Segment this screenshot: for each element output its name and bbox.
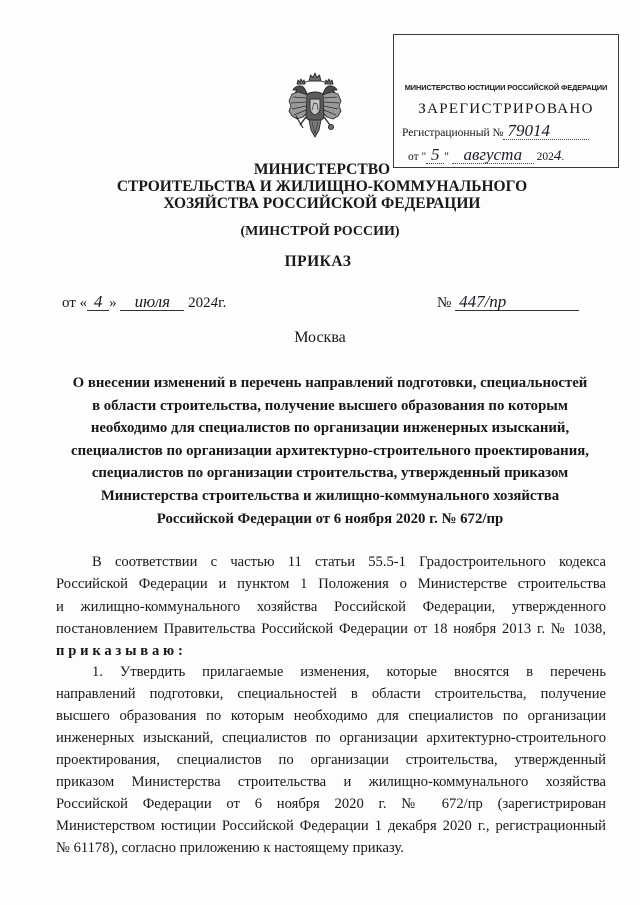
order-date-year-printed: 202 (188, 295, 211, 311)
ministry-short-name: (МИНСТРОЙ РОССИИ) (240, 224, 400, 239)
paragraph-line: Российской Федерации и пунктом 1 Положения о Министерстве строительства (56, 576, 606, 593)
stamp-date-year-handwritten: 4 (553, 148, 562, 164)
stamp-date-year-printed: 202 (536, 151, 554, 163)
order-number-label: № (437, 295, 452, 311)
double-headed-eagle-icon (288, 70, 342, 144)
coat-of-arms-emblem (288, 70, 342, 144)
clause-1-paragraph (56, 661, 606, 859)
paragraph-line: инженерных изысканий, специалистов по организации архитектурно-строительного (56, 730, 606, 746)
stamp-reg-label: Регистрационный № (402, 127, 504, 139)
ministry-line-3: ХОЗЯЙСТВА РОССИЙСКОЙ ФЕДЕРАЦИИ (163, 195, 481, 212)
title-line: специалистов по организации строительства, утвержденный приказом (91, 465, 569, 482)
order-date (62, 293, 282, 313)
title-line: в области строительства, получение высшего образования по которым (92, 397, 568, 414)
order-date-day: 4 (87, 294, 109, 311)
ministry-line-2: СТРОИТЕЛЬСТВА И ЖИЛИЩНО-КОММУНАЛЬНОГО (116, 178, 528, 195)
title-line: Российской Федерации от 6 ноября 2020 г. № 672/пр (156, 510, 504, 527)
title-line: О внесении изменений в перечень направлений подготовки, специальностей (72, 375, 588, 391)
stamp-date-month: августа (452, 147, 534, 164)
order-date-suffix: г. (218, 295, 227, 311)
stamp-registration-line (402, 123, 614, 143)
city: Москва (294, 329, 346, 346)
order-date-prefix: от « (62, 295, 88, 311)
paragraph-line: 1. Утвердить прилагаемые изменения, которые вносятся в перечень (92, 664, 606, 680)
stamp-authority: МИНИСТЕРСТВО ЮСТИЦИИ РОССИЙСКОЙ ФЕДЕРАЦИИ (404, 83, 608, 92)
order-number-value: 447/пр (455, 294, 579, 311)
title-line: Министерства строительства и жилищно-коммунального хозяйства (100, 487, 560, 504)
decree-word: приказываю: (56, 643, 187, 660)
paragraph-line: приказом Министерства строительства и жилищно-коммунального хозяйства (56, 774, 606, 790)
stamp-date-suffix: . (561, 151, 565, 163)
paragraph-line: В соответствии с частью 11 статьи 55.5-1 Градостроительного кодекса (92, 554, 606, 570)
order-date-day-close: » (109, 295, 117, 311)
order-title (20, 372, 640, 530)
stamp-reg-number: 79014 (503, 123, 589, 140)
stamp-date-day: 5 (426, 147, 444, 164)
paragraph-line: Российской Федерации от 6 ноября 2020 г. № 672/пр (зарегистрирован (56, 796, 606, 812)
stamp-date-prefix: от " (408, 151, 427, 163)
ministry-line-1: МИНИСТЕРСТВО (253, 161, 391, 178)
registration-stamp (393, 34, 619, 168)
paragraph-line: проектирования, специалистов по организации строительства, утвержденный (56, 752, 606, 768)
paragraph-line: и жилищно-коммунального хозяйства Российской Федерации, утвержденного (56, 598, 606, 615)
order-number (437, 293, 582, 313)
paragraph-line: постановлением Правительства Российской Федерации от 18 ноября 2013 г. № 1038, (56, 620, 606, 637)
paragraph-line: высшего образования по которым необходимо для специалистов по организации (56, 708, 606, 724)
title-line: специалистов по организации архитектурно-строительного проектирования, (71, 442, 589, 459)
title-line: необходимо для специалистов по организации инженерных изысканий, (90, 420, 570, 437)
paragraph-line: № 61178), согласно приложению к настоящему приказу. (56, 840, 404, 856)
order-date-month: июля (120, 294, 184, 311)
stamp-status: ЗАРЕГИСТРИРОВАНО (418, 101, 594, 117)
preamble-paragraph (56, 551, 606, 662)
order-date-year-handwritten: 4 (210, 295, 219, 311)
paragraph-line: Министерством юстиции Российской Федерации 1 декабря 2020 г., регистрационный (56, 818, 606, 834)
stamp-date-quote: " (444, 151, 449, 163)
document-type: ПРИКАЗ (284, 253, 352, 270)
ministry-name (4, 161, 640, 212)
paragraph-line: направлений подготовки, специальностей в области строительства, получение (56, 686, 606, 702)
